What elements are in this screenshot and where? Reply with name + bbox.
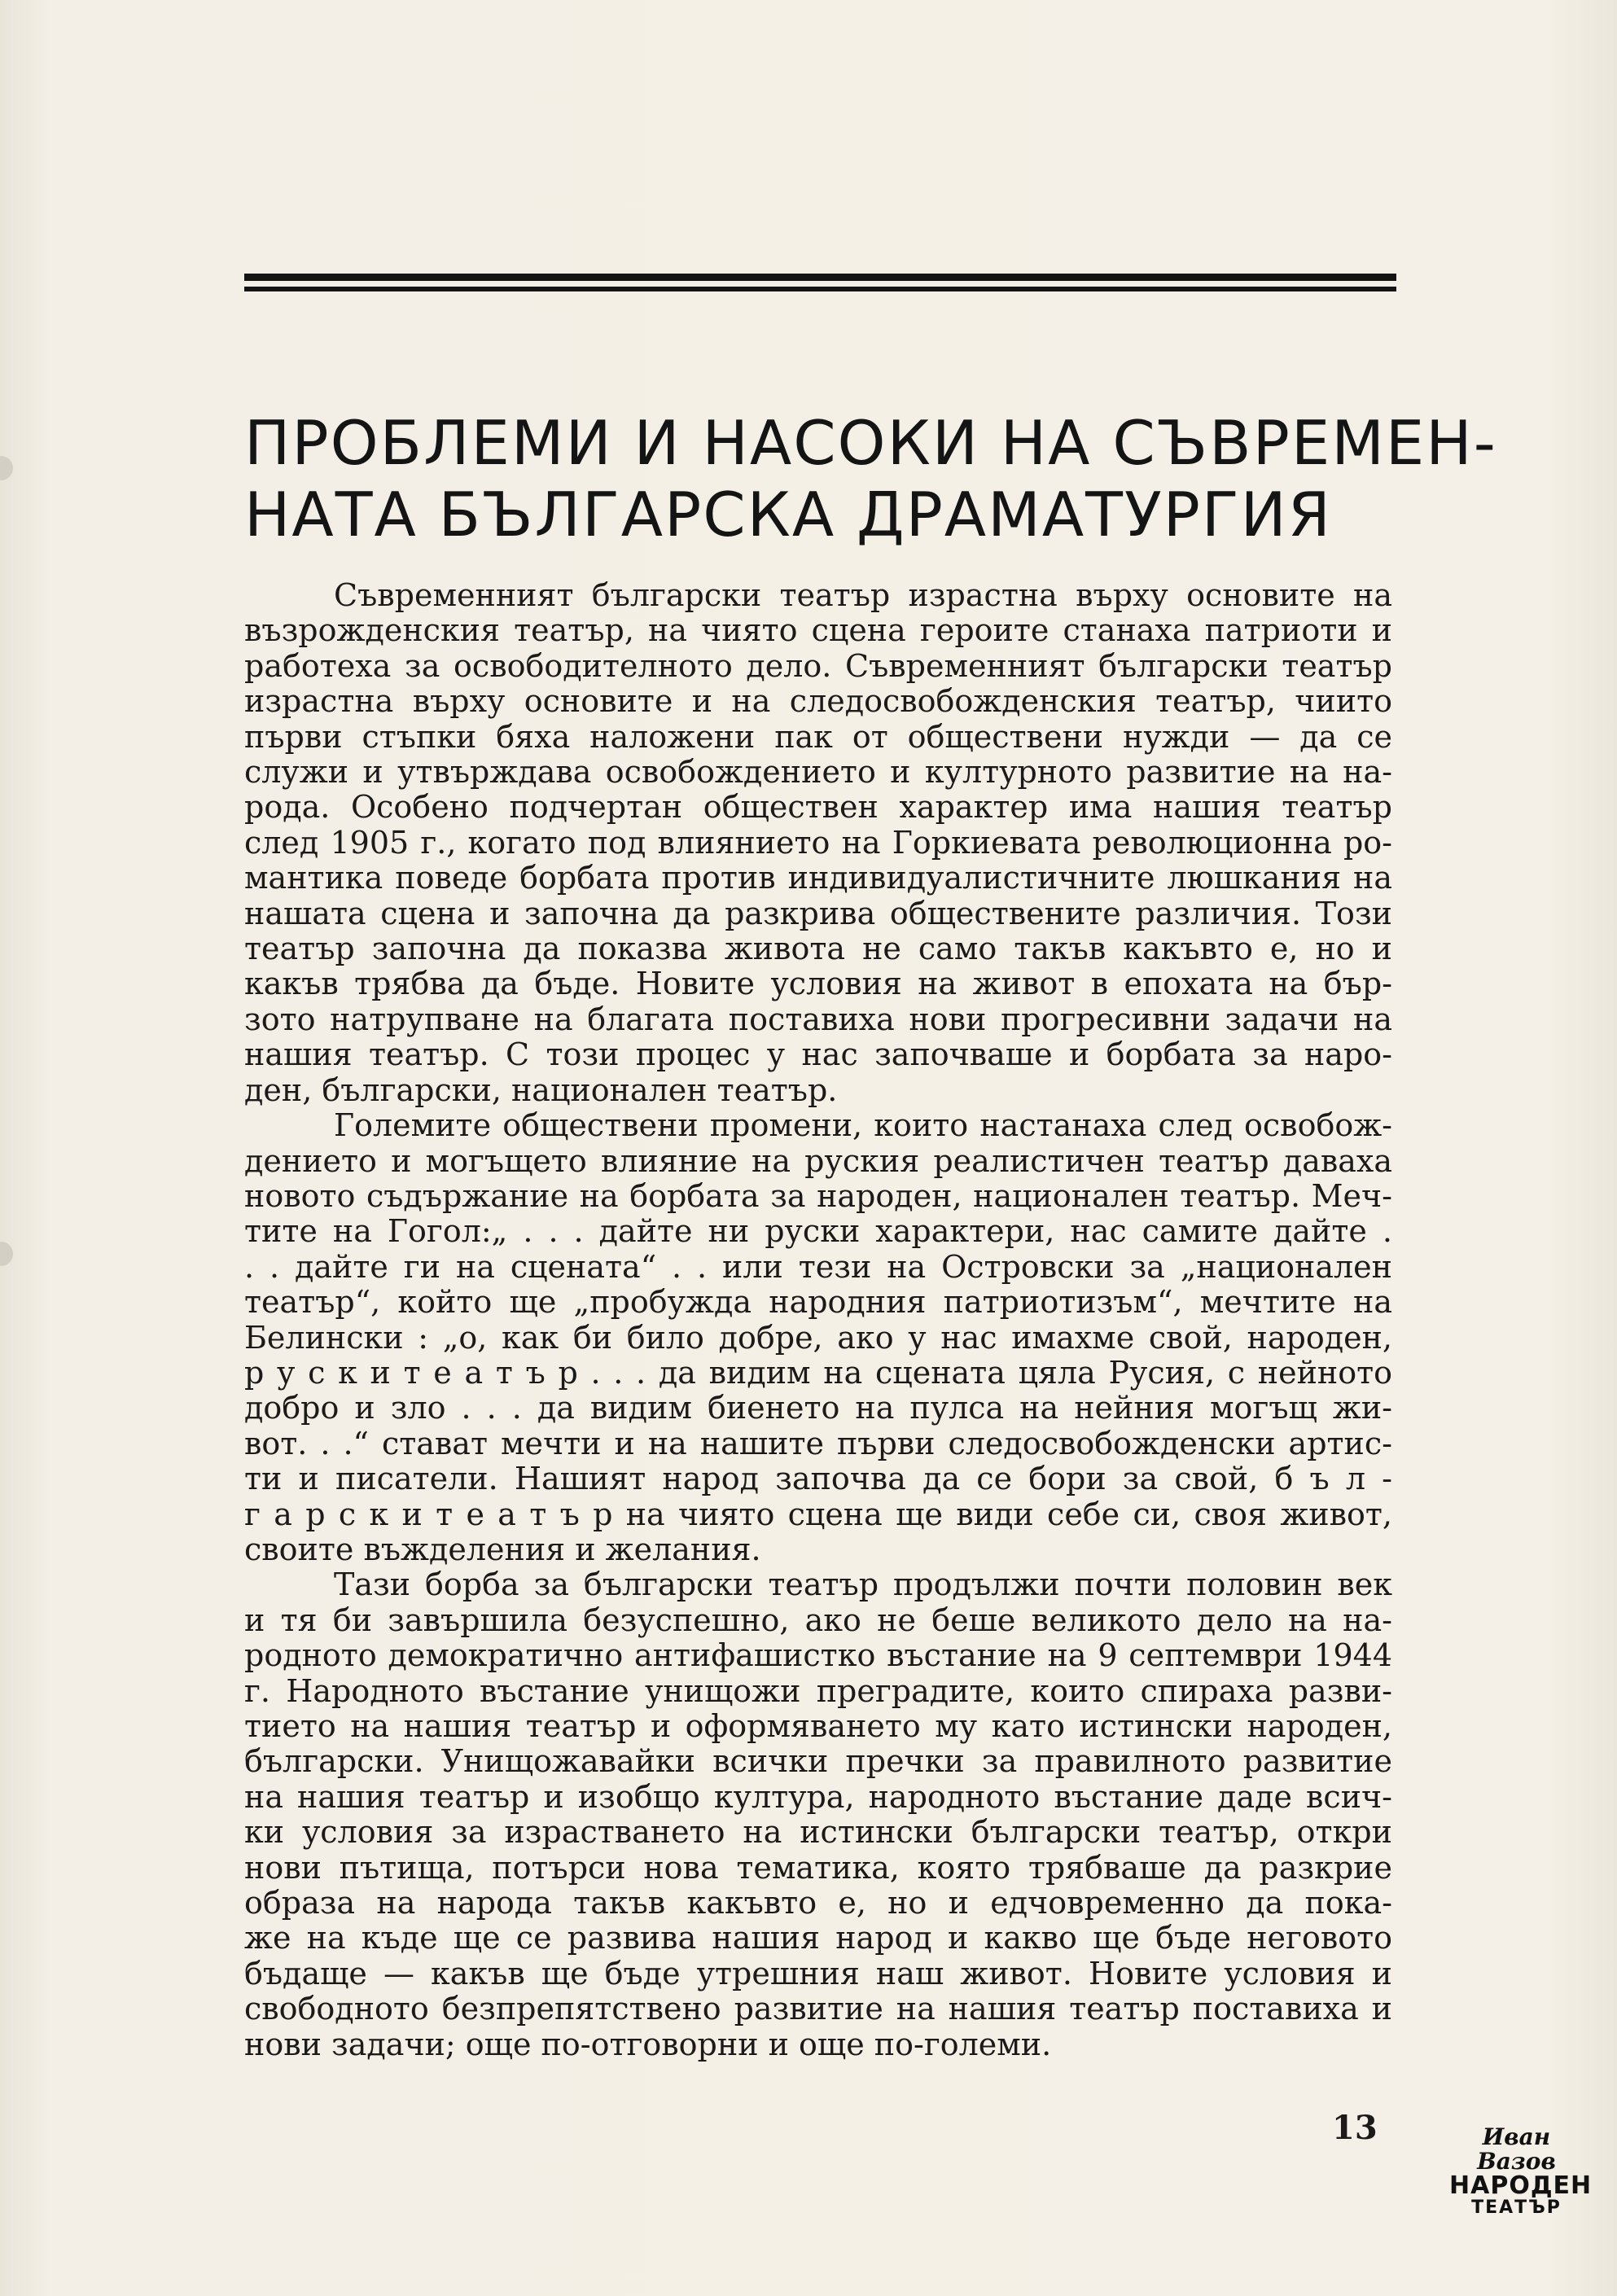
- text-line: и тя би завършила безуспешно, ако не беше великото дело на на-: [244, 1602, 1392, 1638]
- text-line: бъдаще — какъв ще бъде утрешния наш живот. Новите условия и: [244, 1956, 1392, 1991]
- text-line: своите въжделения и желания.: [244, 1531, 761, 1567]
- text-line: вот. . .“ стават мечти и на нашите първи следосвобожденски артис-: [244, 1426, 1392, 1461]
- text-line: работеха за освободителното дело. Съвременният български театър: [244, 648, 1392, 684]
- text-line: на нашия театър и изобщо култура, народното въстание даде всич-: [244, 1779, 1392, 1815]
- text-line: ден, български, национален театър.: [244, 1072, 838, 1108]
- title-rules: [244, 274, 1396, 297]
- page-title: [244, 407, 1497, 550]
- text-line: Съвременният български театър израстна върху основите на: [334, 578, 1392, 613]
- text-line: какъв трябва да бъде. Новите условия на живот в епохата на бър-: [244, 966, 1392, 1002]
- logo-subtitle: ТЕАТЪР: [1471, 2197, 1562, 2218]
- text-line: нови пътища, потърси нова тематика, която трябваше да разкрие: [244, 1850, 1392, 1886]
- paragraph: [244, 578, 1392, 1108]
- text-line: ти и писатели. Нашият народ започва да се бори за свой, б ъ л -: [244, 1461, 1392, 1497]
- binding-hole: [0, 456, 13, 480]
- text-line: театър започна да показва живота не само такъв какъвто е, но и: [244, 931, 1392, 967]
- text-line: първи стъпки бяха наложени пак от обществени нужди — да се: [244, 719, 1392, 755]
- title-rule: [244, 274, 1396, 281]
- text-line: же на къде ще се развива нашия народ и какво ще бъде неговото: [244, 1921, 1392, 1956]
- text-line: свободното безпрепятствено развитие на нашия театър поставиха и: [244, 1991, 1392, 2027]
- text-line: нашия театър. С този процес у нас започваше и борбата за наро-: [244, 1037, 1392, 1073]
- text-line: ки условия за израстването на истински български театър, откри: [244, 1815, 1392, 1851]
- text-line: родното демократично антифашистко въстание на 9 септември 1944: [244, 1638, 1392, 1674]
- text-line: служи и утвърждава освобождението и културното развитие на на-: [244, 755, 1392, 791]
- article-body: [244, 578, 1392, 2062]
- logo-signature: Иван Вазов: [1477, 2123, 1556, 2175]
- text-line: мантика поведе борбата против индивидуалистичните люшкания на: [244, 861, 1392, 896]
- text-line: г а р с к и т е а т ъ р на чиято сцена ще види себе си, своя живот,: [244, 1496, 1392, 1532]
- binding-hole: [0, 1242, 13, 1266]
- text-line: Големите обществени промени, които настанаха след освобож-: [334, 1108, 1392, 1144]
- text-line: театър“, който ще „пробужда народния патриотизъм“, мечтите на: [244, 1285, 1392, 1321]
- text-line: образа на народа такъв какъвто е, но и едчовременно да пока-: [244, 1886, 1392, 1921]
- text-line: след 1905 г., когато под влиянието на Горкиевата революционна ро-: [244, 825, 1392, 861]
- text-line: нови задачи; още по-отговорни и още по-големи.: [244, 2027, 1052, 2062]
- text-line: тието на нашия театър и оформяването му като истински народен,: [244, 1709, 1392, 1744]
- text-line: Белински : „о, как би било добре, ако у нас имахме свой, народен,: [244, 1320, 1392, 1356]
- page-number: 13: [1332, 2109, 1378, 2147]
- paragraph: [244, 1108, 1392, 1567]
- text-line: . . дайте ги на сцената“ . . или тези на Островски за „национален: [244, 1249, 1392, 1285]
- title-line: НАТА БЪЛГАРСКА ДРАМАТУРГИЯ: [244, 479, 1332, 550]
- text-line: р у с к и т е а т ъ р . . . да видим на сцената цяла Русия, с нейното: [244, 1355, 1392, 1391]
- title-rule: [244, 287, 1396, 291]
- paragraph: [244, 1567, 1392, 2062]
- text-line: добро и зло . . . да видим биенето на пулса на нейния могъщ жи-: [244, 1391, 1392, 1426]
- text-line: г. Народното въстание унищожи преградите, които спираха разви-: [244, 1673, 1392, 1709]
- text-line: зото натрупване на благата поставиха нови прогресивни задачи на: [244, 1001, 1392, 1037]
- text-line: израстна върху основите и на следосвобожденския театър, чиито: [244, 684, 1392, 720]
- text-line: възрожденския театър, на чиято сцена героите станаха патриоти и: [244, 613, 1392, 649]
- text-line: тите на Гогол:„ . . . дайте ни руски характери, нас самите дайте .: [244, 1214, 1392, 1250]
- text-line: български. Унищожавайки всички пречки за правилното развитие: [244, 1744, 1392, 1780]
- text-line: Тази борба за български театър продължи почти половин век: [334, 1567, 1392, 1603]
- text-line: дението и могъщето влияние на руския реалистичен театър даваха: [244, 1143, 1392, 1179]
- text-line: нашата сцена и започна да разкрива обществените различия. Този: [244, 896, 1392, 931]
- title-line: ПРОБЛЕМИ И НАСОКИ НА СЪВРЕМЕН-: [244, 407, 1497, 479]
- text-line: рода. Особено подчертан обществен характер има нашия театър: [244, 790, 1392, 826]
- theatre-logo: [1449, 2123, 1593, 2223]
- logo-name: НАРОДЕН: [1449, 2171, 1593, 2200]
- text-line: новото съдържание на борбата за народен, национален театър. Меч-: [244, 1178, 1392, 1214]
